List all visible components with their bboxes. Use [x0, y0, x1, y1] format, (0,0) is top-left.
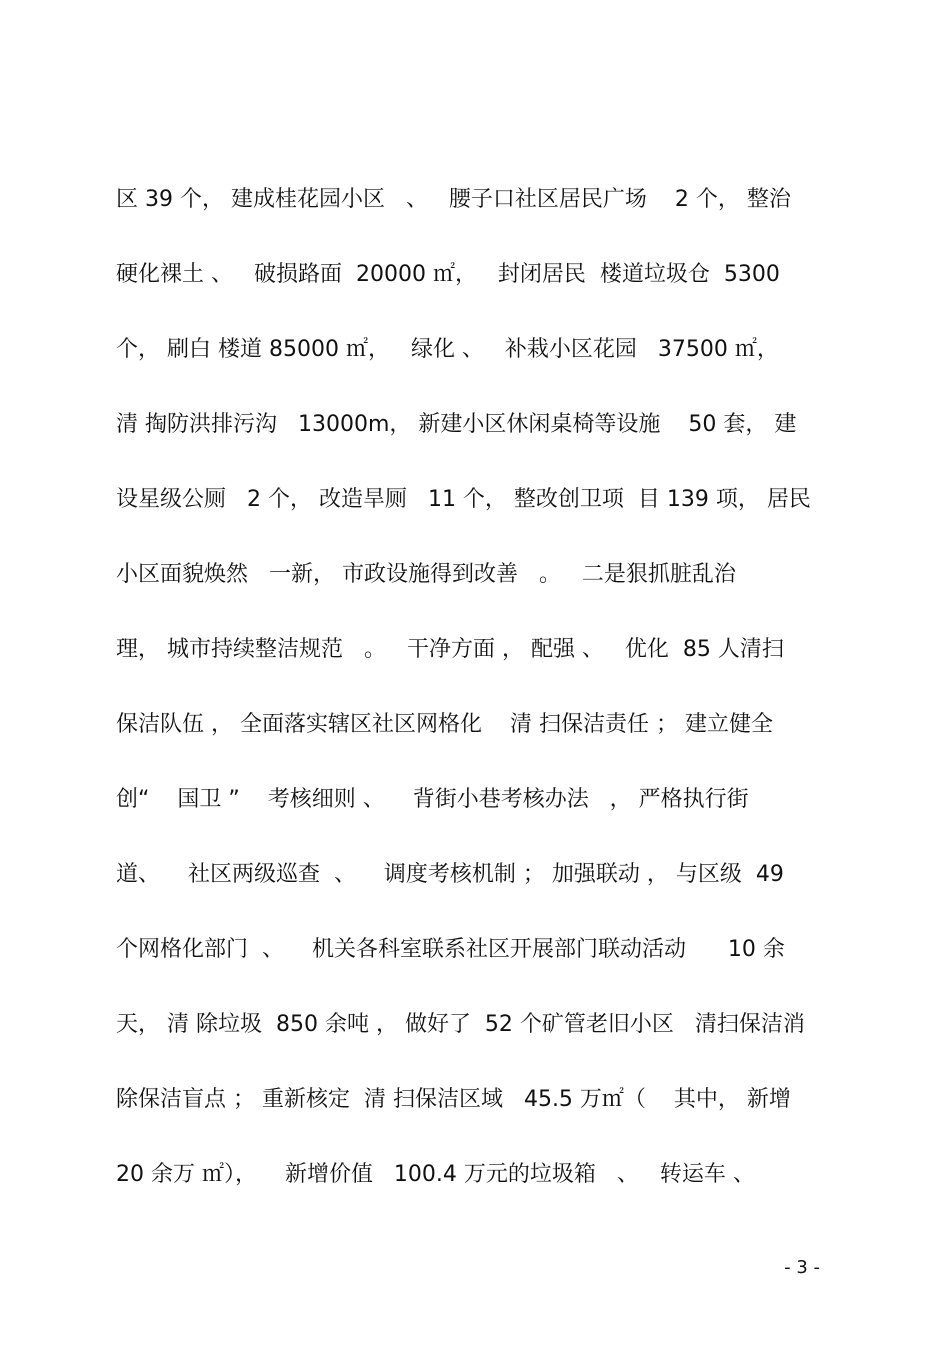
text-line: 除保洁盲点 ； 重新核定 清 扫保洁区域 45.5 万㎡（ 其中， 新增: [116, 1087, 791, 1112]
text-line: 20 余万 ㎡）， 新增价值 100.4 万元的垃圾箱 、 转运车 、: [116, 1162, 755, 1187]
text-line: 创“ 国卫 ” 考核细则 、 背街小巷考核办法 ， 严格执行街: [116, 787, 749, 812]
page-number: - 3 -: [784, 1257, 820, 1278]
text-line: 天， 清 除垃圾 850 余吨 ， 做好了 52 个矿管老旧小区 清扫保洁消: [116, 1012, 805, 1037]
text-line: 保洁队伍 ， 全面落实辖区社区网格化 清 扫保洁责任 ； 建立健全: [116, 712, 773, 737]
text-line: 理， 城市持续整洁规范 。 干净方面 ， 配强 、 优化 85 人清扫: [116, 637, 784, 662]
text-line: 道、 社区两级巡查 、 调度考核机制 ； 加强联动 ， 与区级 49: [116, 862, 784, 887]
text-line: 个， 刷白 楼道 85000 ㎡， 绿化 、 补栽小区花园 37500 ㎡，: [116, 337, 779, 362]
body-text: [116, 180, 846, 1230]
text-line: 设星级公厕 2 个， 改造旱厕 11 个， 整改创卫项 目 139 项， 居民: [116, 487, 811, 512]
text-line: 硬化裸土 、 破损路面 20000 ㎡， 封闭居民 楼道垃圾仓 5300: [116, 262, 780, 287]
text-line: 小区面貌焕然 一新， 市政设施得到改善 。 二是狠抓脏乱治: [116, 562, 736, 587]
text-line: 区 39 个， 建成桂花园小区 、 腰子口社区居民广场 2 个， 整治: [116, 187, 791, 212]
text-line: 个网格化部门 、 机关各科室联系社区开展部门联动活动 10 余: [116, 937, 785, 962]
text-line: 清 掏防洪排污沟 13000m， 新建小区休闲桌椅等设施 50 套， 建: [116, 412, 797, 437]
